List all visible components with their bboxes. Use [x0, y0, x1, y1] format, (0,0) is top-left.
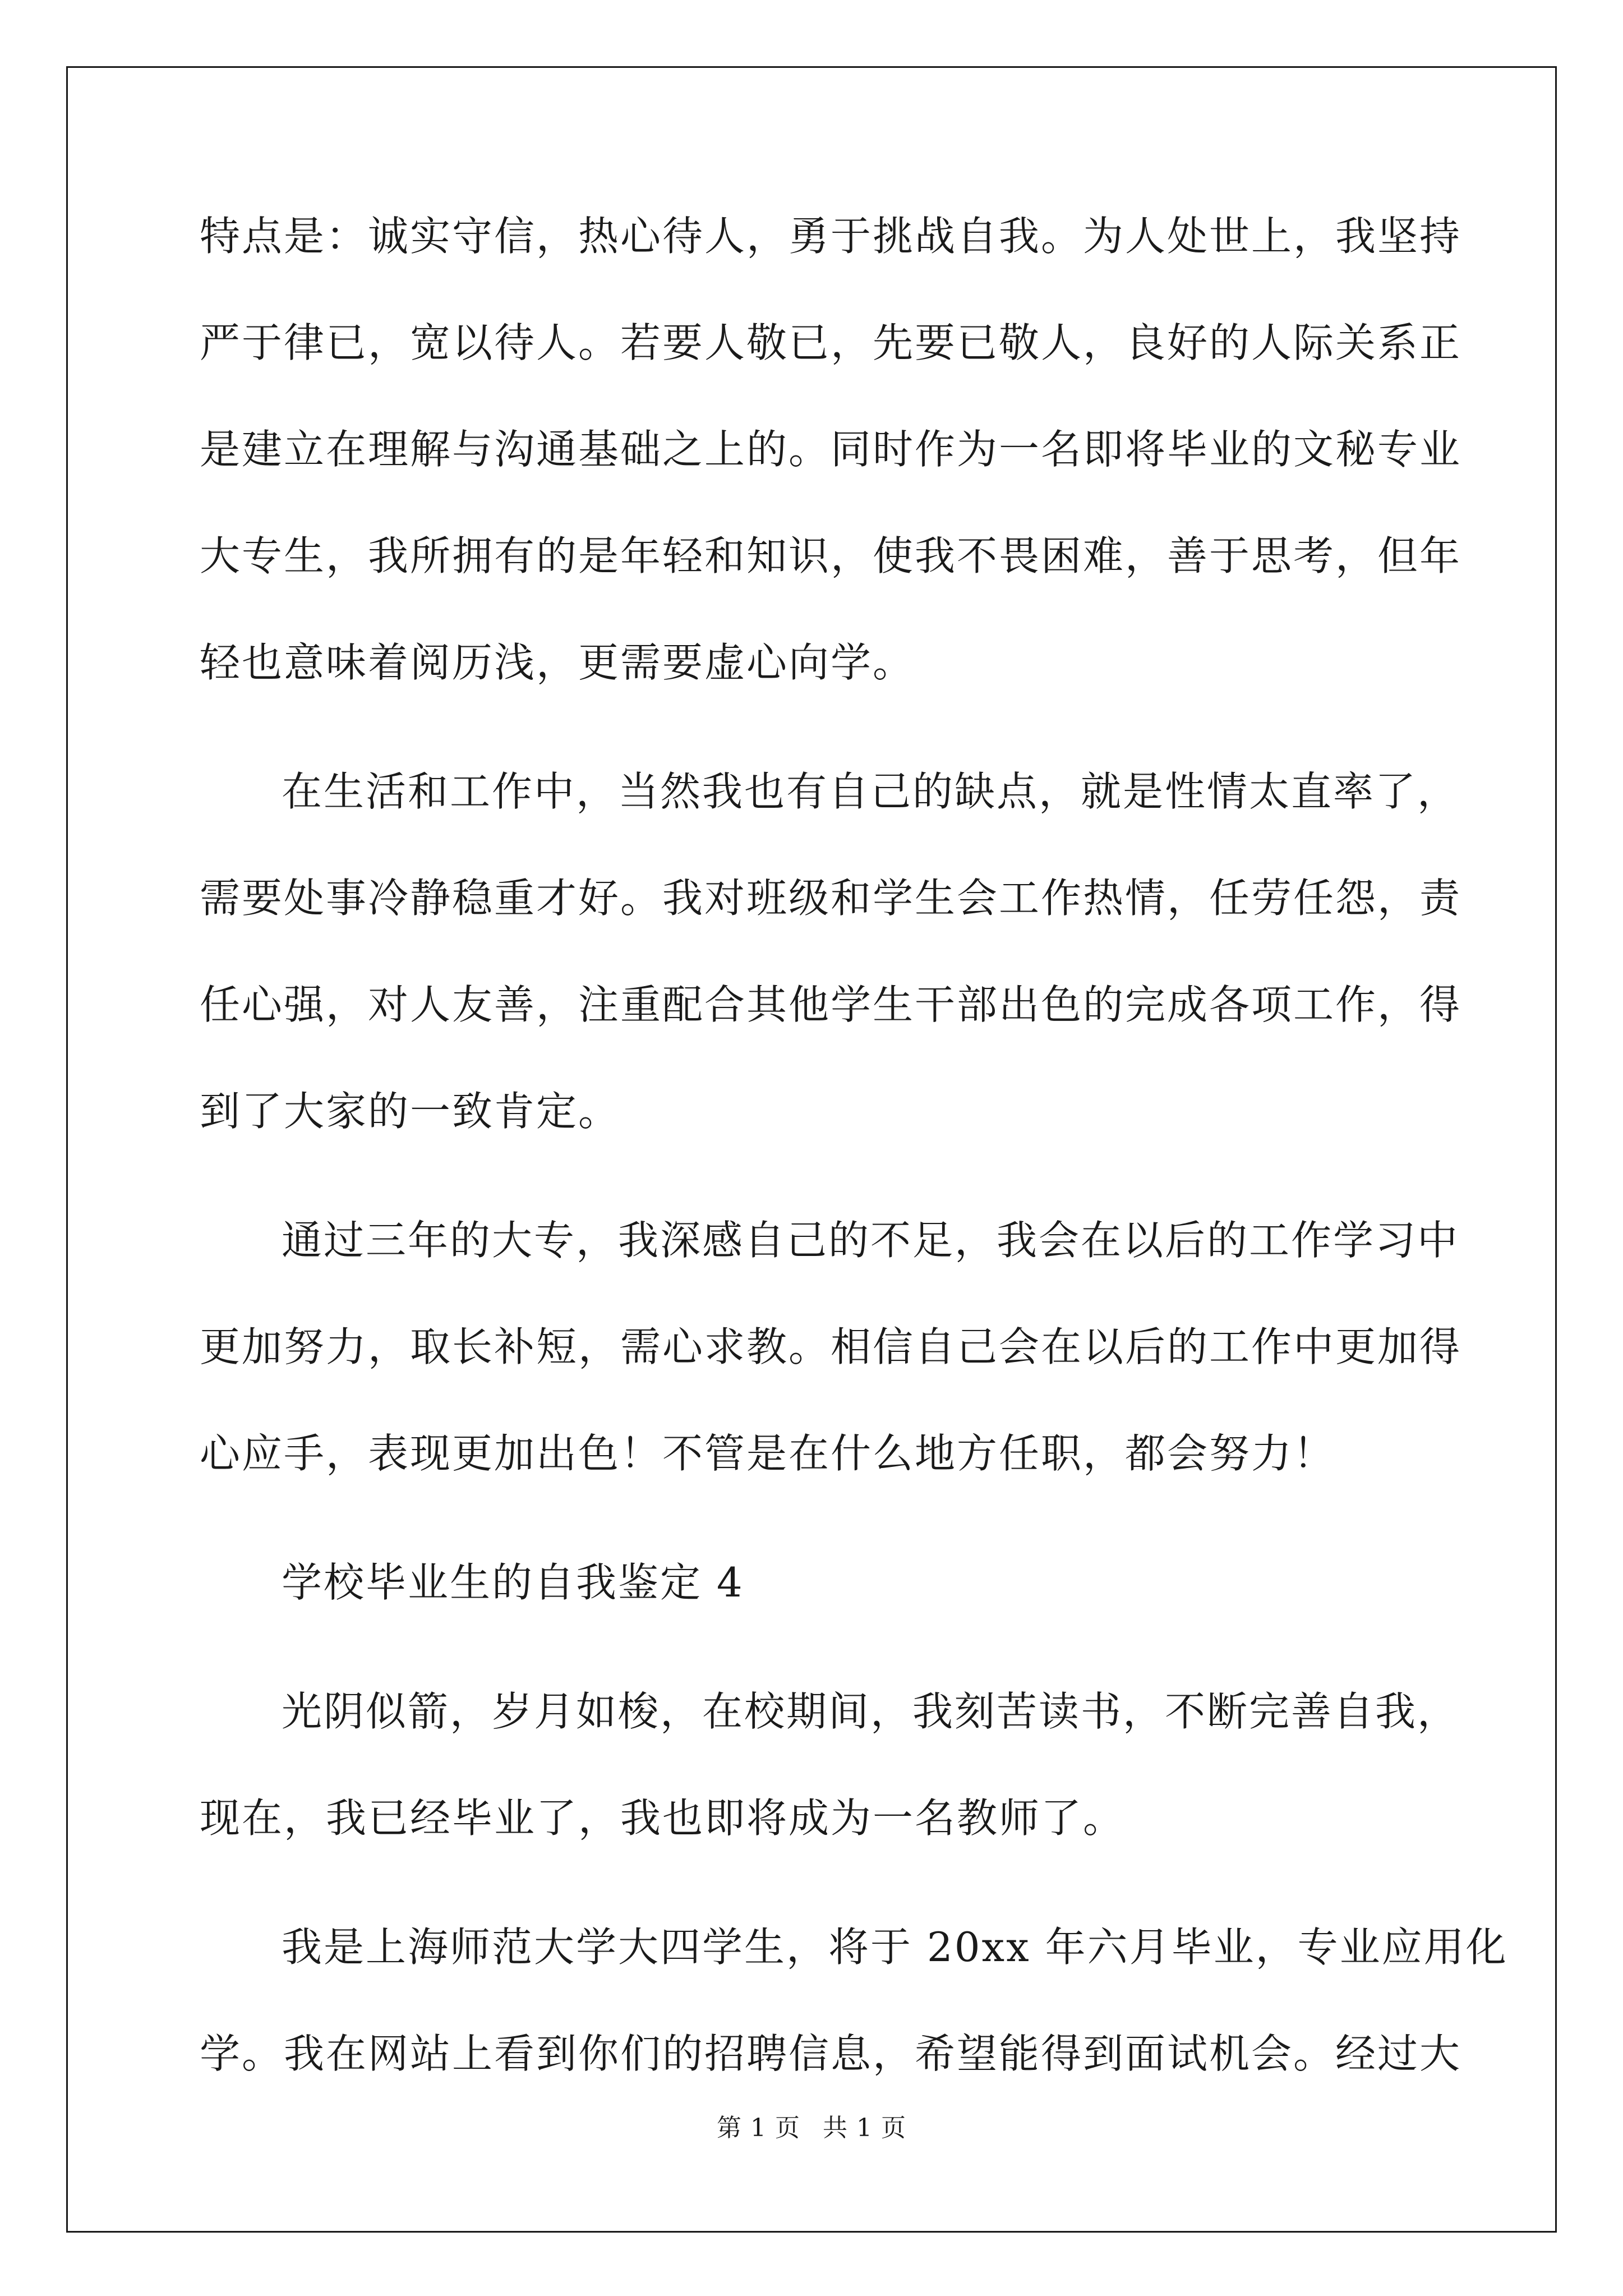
text-line: 特点是：诚实守信，热心待人，勇于挑战自我。为人处世上，我坚持 — [200, 213, 1462, 260]
text-line: 到了大家的一致肯定。 — [200, 1088, 621, 1135]
paragraph-start: 光阴似箭，岁月如梭，在校期间，我刻苦读书，不断完善自我， — [282, 1688, 1460, 1735]
text-line: 现在，我已经毕业了，我也即将成为一名教师了。 — [200, 1795, 1126, 1842]
paragraph-start: 通过三年的大专，我深感自己的不足，我会在以后的工作学习中 — [282, 1217, 1460, 1264]
paragraph-start: 我是上海师范大学大四学生，将于 20xx 年六月毕业，专业应用化 — [282, 1924, 1508, 1971]
paragraph-start: 在生活和工作中，当然我也有自己的缺点，就是性情太直率了， — [282, 768, 1460, 815]
page-count: 共 1 页 — [823, 2114, 906, 2142]
text-line: 轻也意味着阅历浅，更需要虚心向学。 — [200, 639, 915, 686]
text-line: 是建立在理解与沟通基础之上的。同时作为一名即将毕业的文秘专业 — [200, 426, 1462, 473]
text-line: 大专生，我所拥有的是年轻和知识，使我不畏困难，善于思考，但年 — [200, 532, 1462, 579]
document-body — [200, 213, 1508, 2140]
page-number: 第 1 页 — [717, 2114, 800, 2142]
text-line: 心应手，表现更加出色！不管是在什么地方任职，都会努力！ — [200, 1430, 1336, 1477]
text-line: 更加努力，取长补短，需心求教。相信自己会在以后的工作中更加得 — [200, 1323, 1462, 1370]
text-line: 任心强，对人友善，注重配合其他学生干部出色的完成各项工作，得 — [200, 981, 1462, 1028]
text-line: 严于律已，宽以待人。若要人敬已，先要已敬人，良好的人际关系正 — [200, 319, 1462, 366]
page-footer — [0, 2116, 1623, 2141]
section-heading: 学校毕业生的自我鉴定 4 — [282, 1559, 744, 1606]
text-line: 需要处事冷静稳重才好。我对班级和学生会工作热情，任劳任怨，责 — [200, 875, 1462, 922]
text-line: 学。我在网站上看到你们的招聘信息，希望能得到面试机会。经过大 — [200, 2030, 1462, 2077]
